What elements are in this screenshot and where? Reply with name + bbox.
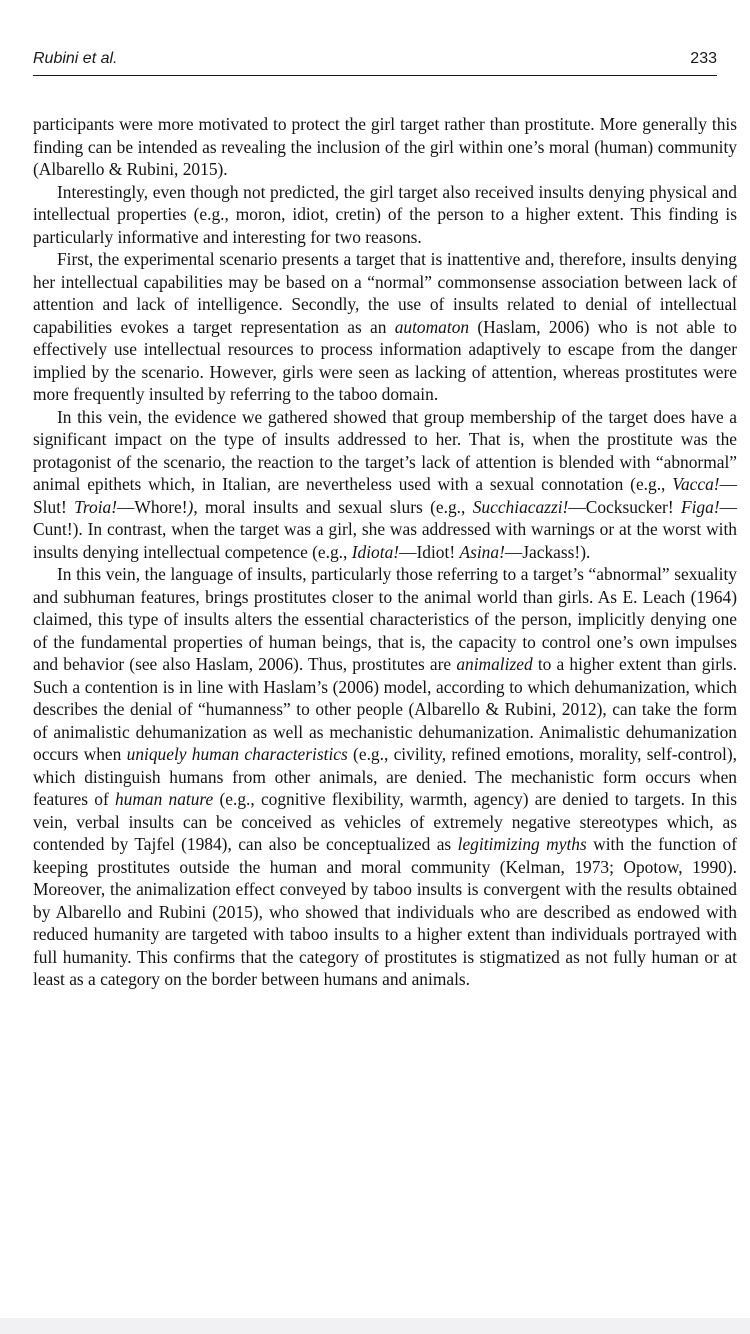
text-run: (e.g., cognitive flexibility, warmth, agency) are denied to targets. In this vein, verbal insults can be conceived as vehicles of extremely negative stereotypes which, as contended by Tajfel (1984), can also be conceptualized as — [33, 789, 737, 854]
text-run: , moral insults and sexual slurs (e.g., — [193, 496, 473, 517]
italic-term: Asina! — [459, 541, 505, 562]
text-run: —Cocksucker! — [568, 496, 681, 517]
italic-term: automaton — [394, 316, 470, 337]
italic-term: Vacca! — [672, 474, 720, 494]
text-run: Interestingly, even though not predicted, the girl target also received insults denying physical and intellectual properties (e.g., moron, idiot, cretin) of the person to a higher extent. This finding is particularly informative and interesting for two reasons. — [33, 181, 737, 247]
text-run: with the function of keeping prostitutes outside the human and moral community (Kelman, 1973; Opotow, 1990). Moreover, the animalization effect conveyed by taboo insults is convergent with the results obtained by Albarello and Rubini (2015), who showed that individuals who are described as endowed with reduced humanity are targeted with taboo insults to a higher extent than individuals portrayed with full humanity. This confirms that the category of prostitutes is stigmatized as not fully human or at least as a category on the border between humans and animals. — [33, 834, 737, 989]
text-run: —Slut! — [33, 474, 737, 517]
italic-term: uniquely human characteristics — [126, 744, 348, 764]
italic-term: Figa! — [680, 496, 720, 517]
page-header — [33, 50, 717, 76]
paragraph-5 — [33, 563, 737, 991]
italic-term: human nature — [114, 789, 214, 809]
paragraph-3 — [33, 248, 737, 406]
italic-term: animalized — [456, 654, 533, 674]
running-head: Rubini et al. — [33, 50, 118, 67]
italic-term: ) — [187, 496, 194, 517]
italic-term: Troia! — [74, 496, 118, 517]
text-run: In this vein, the language of insults, particularly those referring to a target’s “abnormal” sexuality and subhuman features, brings prostitutes closer to the animal world than girls. As E. Leach (1964) claimed, this type of insults alters the essential characteristics of the person, implicitly denying one of the fundamental properties of human beings, that is, the capacity to control one’s own impulses and behavior (see also Haslam, 2006). Thus, prostitutes are — [33, 564, 737, 674]
text-run: to a higher extent than girls. Such a contention is in line with Haslam’s (2006) model, according to which dehumanization, which describes the denial of “humanness” to other people (Albarello & Rubini, 2012), can take the form of animalistic dehumanization as well as mechanistic dehumanization. Animalistic dehumanization occurs when — [33, 654, 738, 764]
header-rule — [33, 75, 717, 76]
paragraph-2 — [33, 181, 737, 249]
text-run: In this vein, the evidence we gathered showed that group membership of the target does have a significant impact on the type of insults addressed to her. That is, when the prostitute was the protagonist of the scenario, the reaction to the target’s lack of attention is blended with “abnormal” animal epithets which, in Italian, are nevertheless used with a sexual connotation (e.g., — [33, 406, 737, 494]
paragraph-1 — [33, 113, 737, 181]
text-run: participants were more motivated to protect the girl target rather than prostitute. More generally this finding can be intended as revealing the inclusion of the girl within one’s moral (human) community (Albarello & Rubini, 2015). — [33, 114, 737, 179]
text-run: —Jackass!). — [504, 541, 591, 562]
page-number: 233 — [690, 50, 717, 67]
text-run: (Haslam, 2006) who is not able to effectively use intellectual resources to process information adaptively to escape from the danger implied by the scenario. However, girls were seen as lacking of attention, whereas prostitutes were more frequently insulted by referring to the taboo domain. — [33, 316, 737, 404]
italic-term: legitimizing myths — [457, 834, 587, 854]
paragraph-4 — [33, 406, 737, 564]
bottom-bar — [0, 1318, 750, 1334]
article-body — [33, 113, 737, 991]
text-run: —Idiot! — [399, 541, 460, 562]
text-run: —Cunt!). In contrast, when the target was a girl, she was addressed with warnings or at the worst with insults denying intellectual competence (e.g., — [33, 496, 737, 562]
text-run: —Whore! — [117, 496, 188, 517]
italic-term: Succhiacazzi! — [472, 496, 569, 517]
italic-term: Idiota! — [351, 541, 400, 562]
text-run: (e.g., civility, refined emotions, morality, self-control), which distinguish humans from other animals, are denied. The mechanistic form occurs when features of — [33, 744, 737, 809]
text-run: First, the experimental scenario presents a target that is inattentive and, therefore, insults denying her intellectual capabilities may be based on a “normal” commonsense association between lack of attention and lack of intelligence. Secondly, the use of insults related to denial of intellectual capabilities evokes a target representation as an — [33, 249, 737, 337]
